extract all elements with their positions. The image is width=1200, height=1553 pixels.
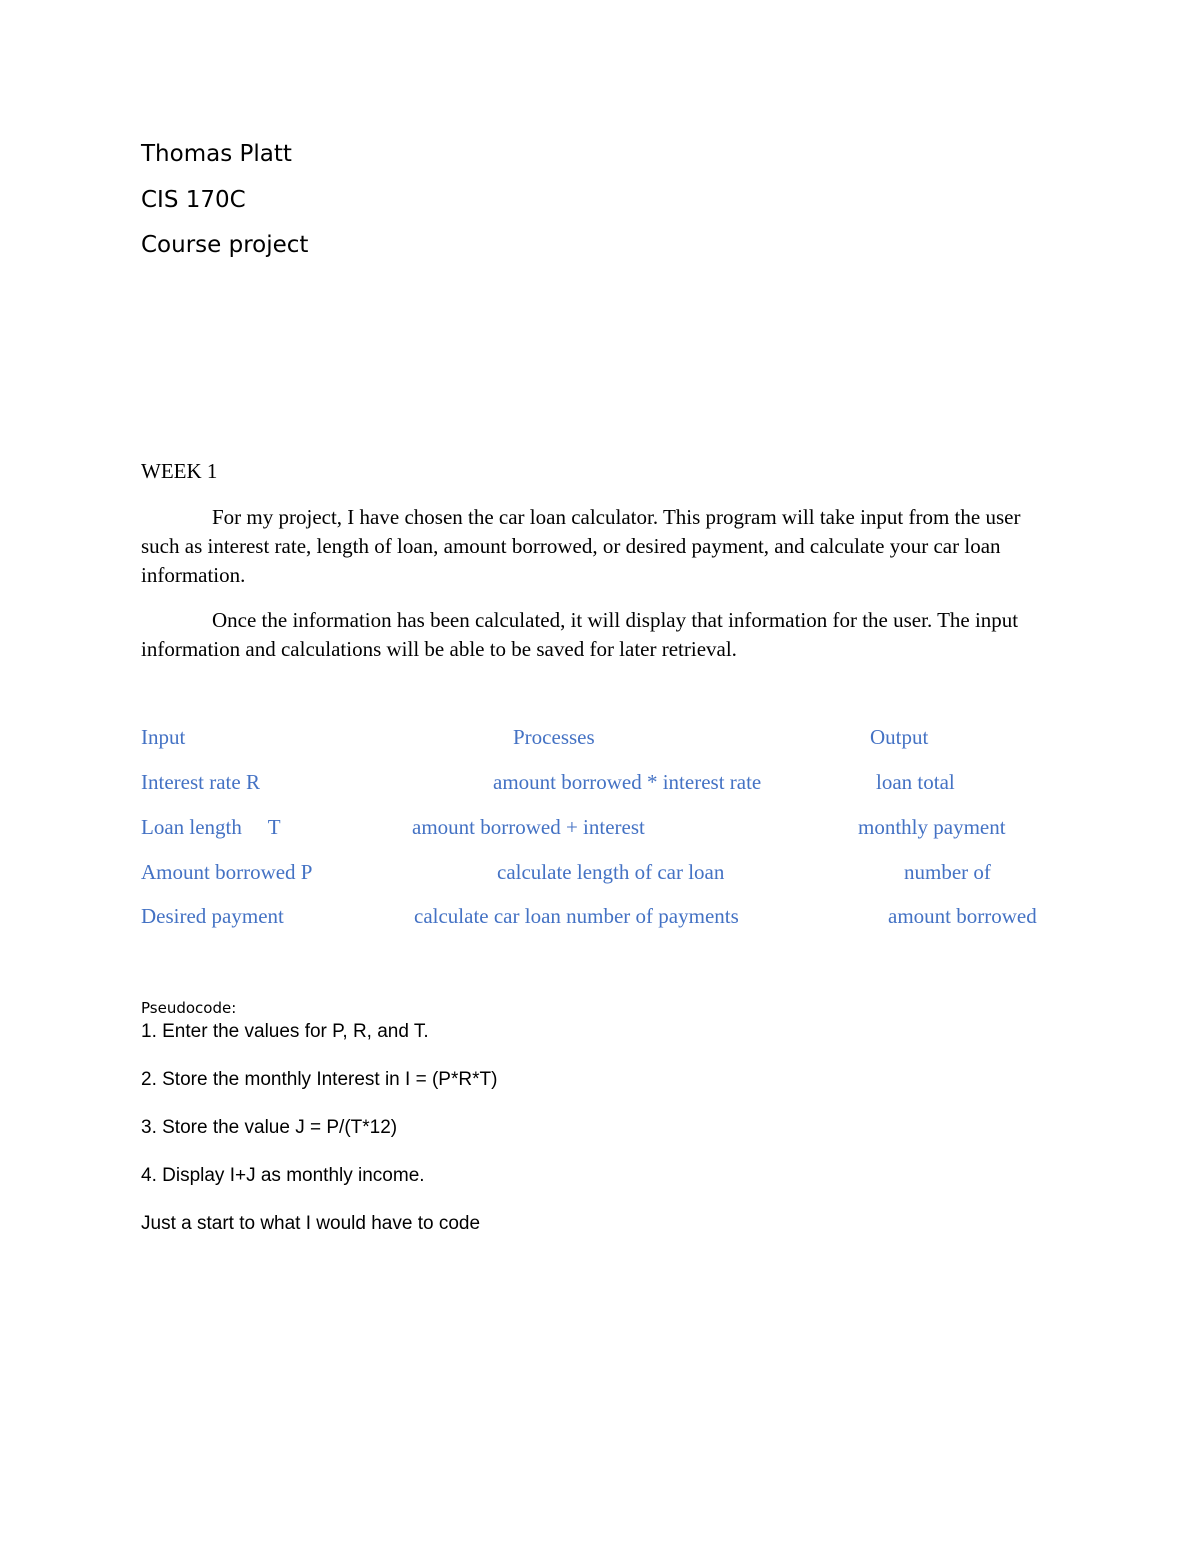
ipo-process-item: amount borrowed + interest	[412, 815, 645, 839]
course-code: CIS 170C	[141, 187, 246, 213]
ipo-process-item: amount borrowed * interest rate	[493, 770, 762, 794]
pseudocode-step: 3. Store the value J = P/(T*12)	[141, 1117, 398, 1138]
pseudocode-step: 4. Display I+J as monthly income.	[141, 1165, 425, 1186]
pseudocode-step: 1. Enter the values for P, R, and T.	[141, 1021, 429, 1042]
ipo-header-input: Input	[141, 725, 186, 749]
ipo-process-item: calculate length of car loan	[497, 860, 725, 884]
ipo-input-item: Amount borrowed P	[141, 860, 313, 884]
pseudocode-step: 2. Store the monthly Interest in I = (P*R*T)	[141, 1069, 498, 1090]
ipo-output-item: amount borrowed	[888, 904, 1037, 928]
ipo-header-output: Output	[870, 725, 929, 749]
ipo-input-item: Interest rate R	[141, 770, 260, 794]
week-paragraph-2: Once the information has been calculated, it will display that information for the user. The input information and calculations will be able to be saved for later retrieval.	[141, 608, 1019, 661]
ipo-input-item: Loan length T	[141, 815, 281, 839]
ipo-output-item: number of	[904, 860, 991, 884]
ipo-output-item: monthly payment	[858, 815, 1006, 839]
ipo-input-item: Desired payment	[141, 904, 284, 928]
ipo-header-processes: Processes	[513, 725, 595, 749]
author-name: Thomas Platt	[141, 141, 292, 167]
ipo-output-item: loan total	[876, 770, 955, 794]
week-paragraph-1: For my project, I have chosen the car loan calculator. This program will take input from the user such as interest rate, length of loan, amount borrowed, or desired payment, and calculate your car loan information.	[141, 505, 1021, 587]
pseudocode-note: Just a start to what I would have to code	[141, 1213, 481, 1234]
document-title: Course project	[141, 232, 309, 258]
ipo-process-item: calculate car loan number of payments	[414, 904, 739, 928]
week-heading: WEEK 1	[141, 459, 218, 483]
pseudocode-heading: Pseudocode:	[141, 999, 237, 1017]
